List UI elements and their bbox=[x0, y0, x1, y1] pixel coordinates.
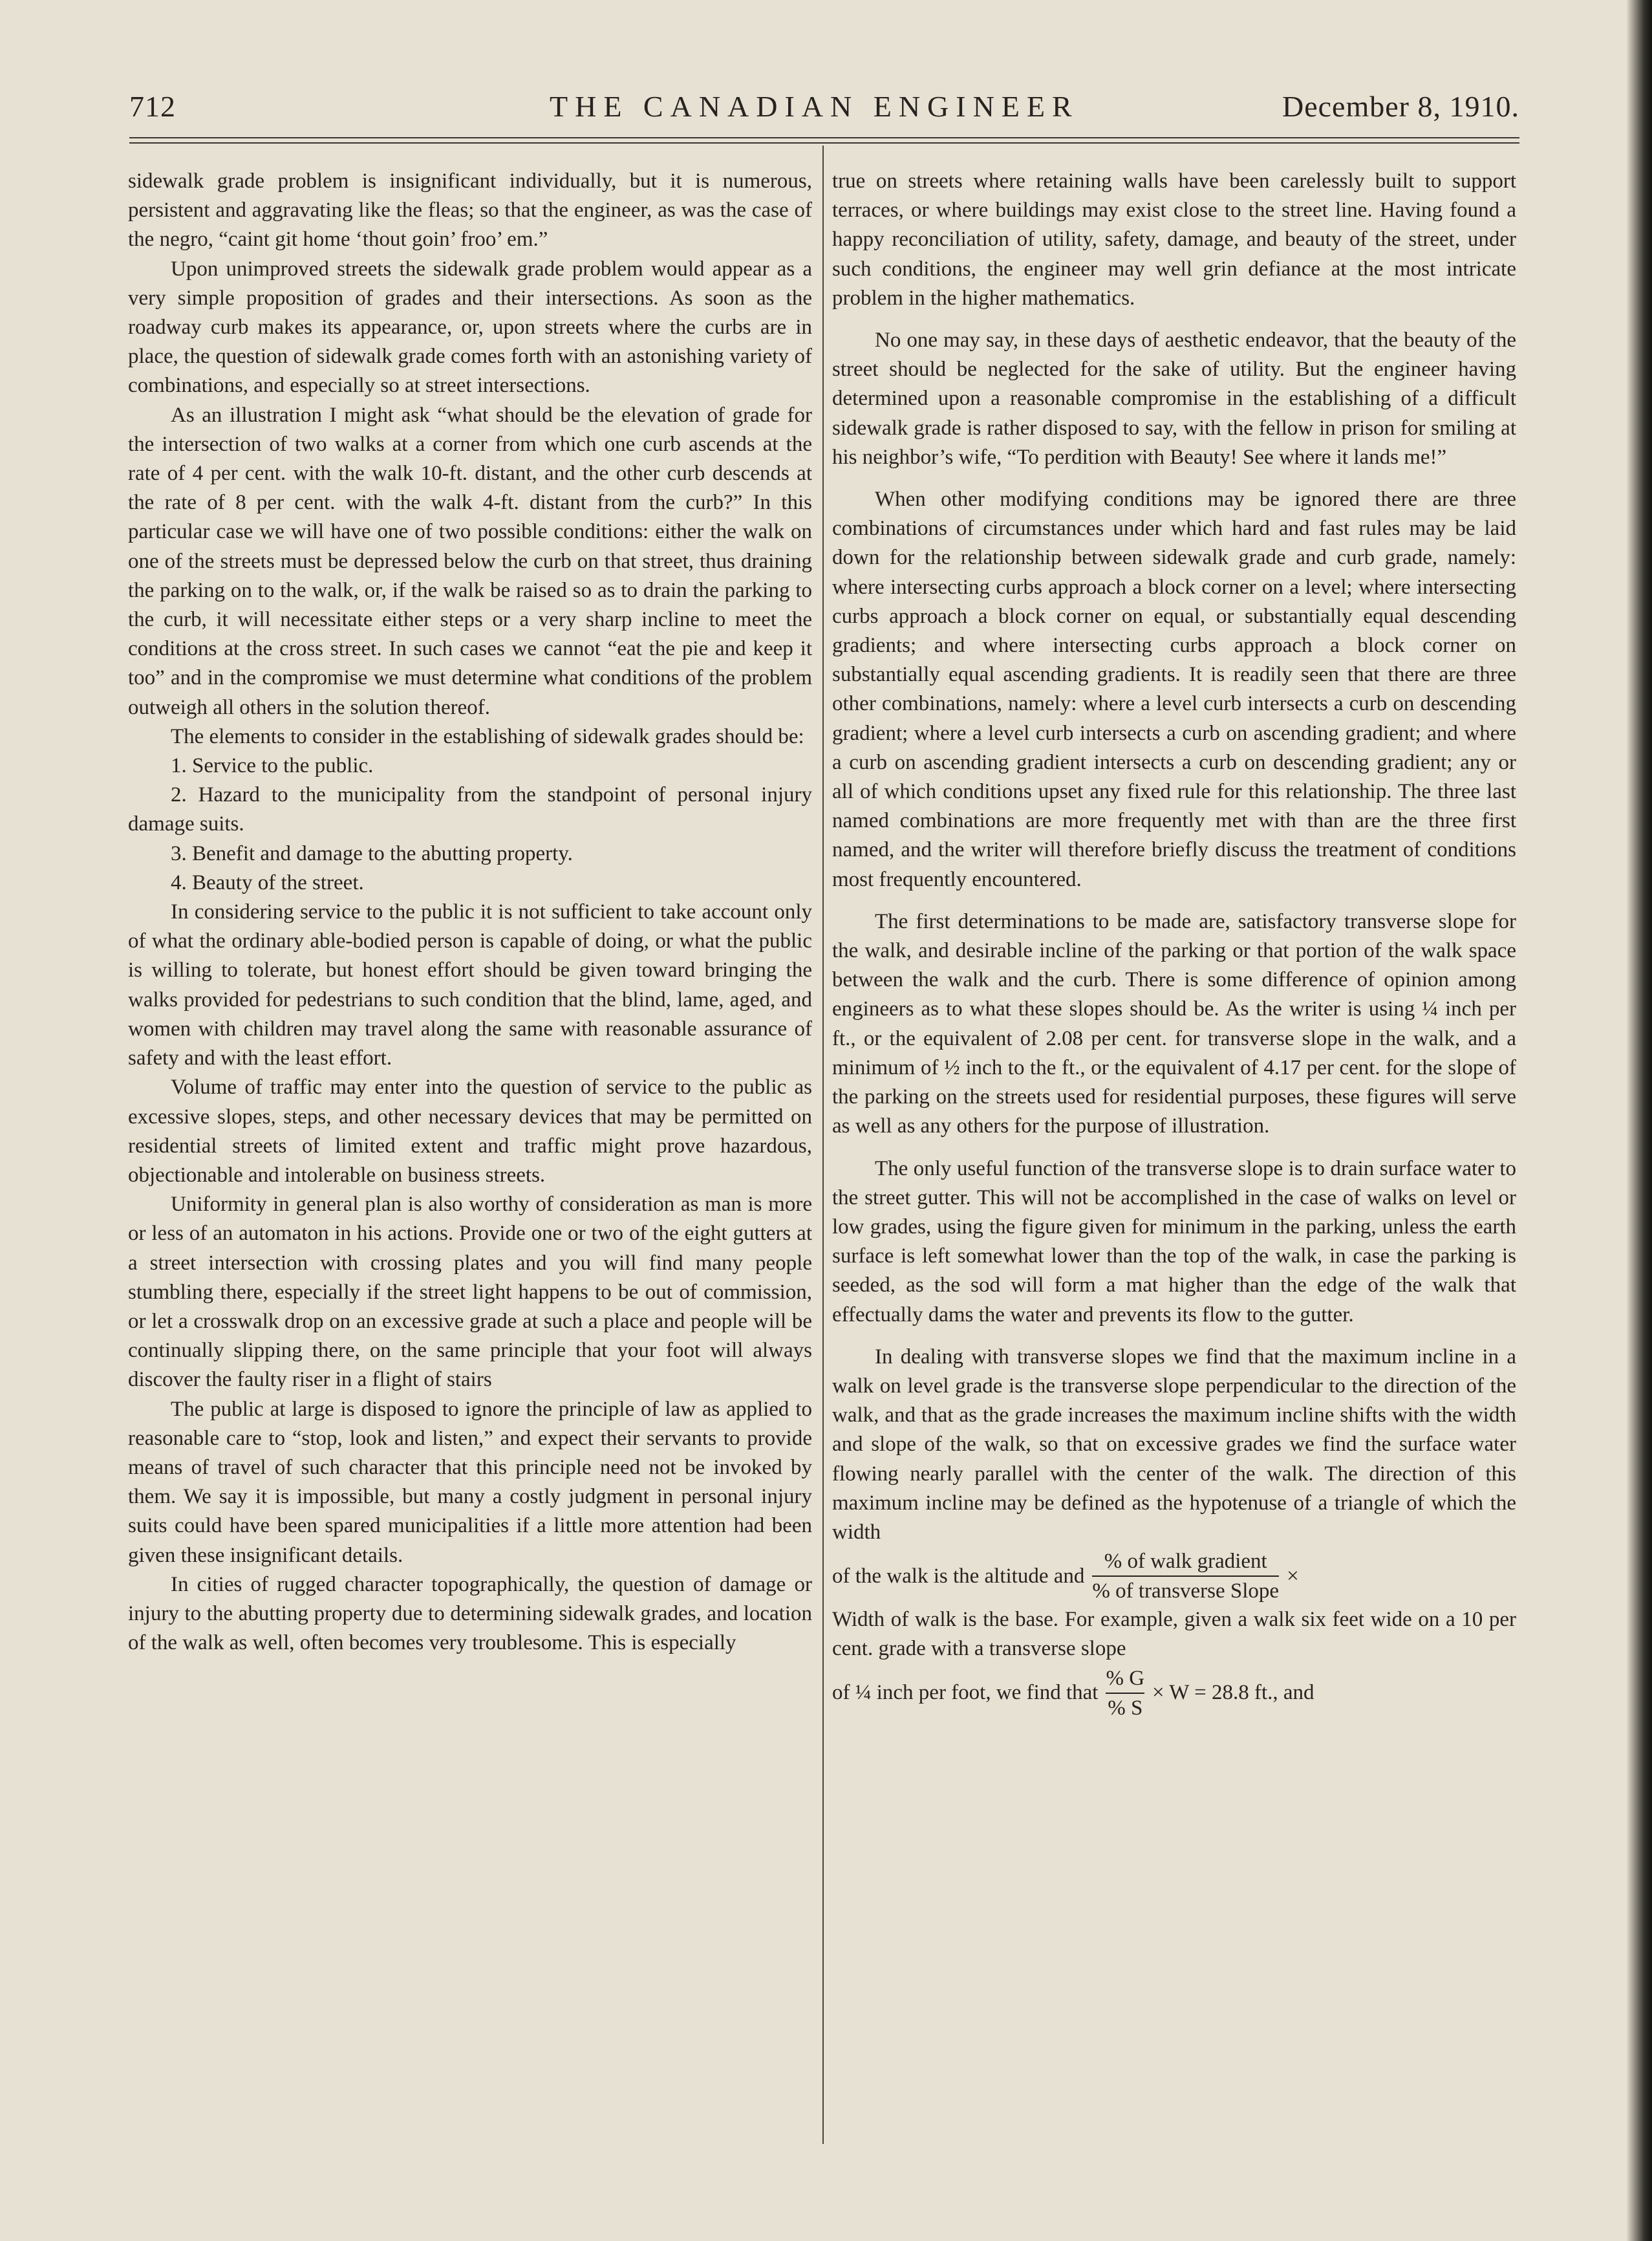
paragraph: In considering service to the public it is not sufficient to take account only of what the ordinary able-bodied person is capable of doing, or what the public is willing to tolerate, but honest effort should be given toward bringing the walks provided for pedestrians to such condition that the blind, lame, aged, and women with children may travel along the same with reasonable assurance of safety and with the least effort. bbox=[128, 900, 812, 1070]
formula-lead-text: of the walk is the altitude and bbox=[832, 1564, 1085, 1588]
issue-date: December 8, 1910. bbox=[1282, 90, 1519, 123]
width-formula bbox=[832, 1664, 1516, 1722]
paragraph: The only useful function of the transverse slope is to drain surface water to the street gutter. This will not be accomplished in the case of walks on level or low grades, using the figure given for minimum in the parking, unless the earth surface is left somewhat lower than the top of the walk, in case the parking is seeded, as the sod will form a mat higher than the edge of the walk that effectually dams the water and prevents its flow to the gutter. bbox=[832, 1156, 1516, 1326]
formula-lead-text: of ¼ inch per foot, we find that bbox=[832, 1680, 1099, 1704]
paragraph: The public at large is disposed to ignore the principle of law as applied to reasonable care to “stop, look and listen,” and expect their servants to provide means of travel of such character that this principle need not be invoked by them. We say it is impossible, but many a costly judgment in personal injury suits could have been spared municipalities if a little more attention had been given these insignificant details. bbox=[128, 1397, 812, 1567]
paragraph: No one may say, in these days of aesthetic endeavor, that the beauty of the street should be neglected for the sake of utility. But the engineer having determined upon a reasonable compromise in the establishing of a difficult sidewalk grade is rather disposed to say, with the fellow in prison for smiling at his neighbor’s wife, “To perdition with Beauty! See where it lands me!” bbox=[832, 329, 1516, 469]
list-item: 2. Hazard to the municipality from the standpoint of personal injury damage suits. bbox=[128, 783, 812, 836]
formula-fraction bbox=[1092, 1547, 1279, 1605]
left-column bbox=[128, 167, 812, 1658]
page-header bbox=[129, 89, 1519, 135]
fraction-numerator: % G bbox=[1106, 1666, 1145, 1690]
column-divider bbox=[822, 146, 824, 2144]
paragraph: The elements to consider in the establishing of sidewalk grades should be: bbox=[171, 724, 804, 748]
paragraph: sidewalk grade problem is insignificant individually, but it is numerous, persistent and aggravating like the fleas; so that the engineer, as was the case of the negro, “caint git home ‘thout goin’ froo’ em.” bbox=[128, 169, 812, 252]
paragraph: The first determinations to be made are, satisfactory transverse slope for the walk, and desirable incline of the parking or that portion of the walk space between the walk and the curb. There is some difference of opinion among engineers as to what these slopes should be. As the writer is using ¼ inch per ft., or the equivalent of 2.08 per cent. for transverse slope in the walk, and a minimum of ½ inch to the ft., or the equivalent of 4.17 per cent. for the slope of the parking on the streets used for residential purposes, these figures will serve as well as any others for the purpose of illustration. bbox=[832, 909, 1516, 1138]
paragraph: Width of walk is the base. For example, given a walk six feet wide on a 10 per cent. grade with a transverse slope bbox=[832, 1608, 1516, 1661]
paragraph: Volume of traffic may enter into the question of service to the public as excessive slopes, steps, and other necessary devices that may be permitted on residential streets of limited extent and traffic might prove hazardous, objectionable and intolerable on business streets. bbox=[128, 1076, 812, 1187]
paragraph: In dealing with transverse slopes we find that the maximum incline in a walk on level grade is the transverse slope perpendicular to the direction of the walk, and that as the grade increases the maximum incline shifts with the width and slope of the walk, so that on excessive grades we find the surface water flowing nearly parallel with the center of the walk. The direction of this maximum incline may be defined as the hypotenuse of a triangle of which the width bbox=[832, 1345, 1516, 1544]
gradient-formula bbox=[832, 1547, 1516, 1605]
paragraph: Upon unimproved streets the sidewalk grade problem would appear as a very simple proposition of grades and their intersections. As soon as the roadway curb makes its appearance, or, upon streets where the curbs are in place, the question of sidewalk grade comes forth with an astonishing variety of combinations, and especially so at street intersections. bbox=[128, 257, 812, 398]
list-item: 4. Beauty of the street. bbox=[171, 871, 364, 894]
list-item: 3. Benefit and damage to the abutting property. bbox=[171, 841, 573, 865]
paragraph: When other modifying conditions may be ignored there are three combinations of circumstances under which hard and fast rules may be laid down for the relationship between sidewalk grade and curb grade, namely: where intersecting curbs approach a block corner on a level; where intersecting curbs approach a block corner on equal, or substantially equal descending gradients; and where intersecting curbs approach a block corner on substantially equal ascending gradients. It is readily seen that there are three other combinations, namely: where a level curb intersects a curb on descending gradient; where a level curb intersects a curb on ascending gradient; and where a curb on ascending gradient intersects a curb on descending gradient; any or all of which conditions upset any fixed rule for this relationship. The three last named combinations are more frequently met with than are the three first named, and the writer will therefore briefly discuss the treatment of conditions most frequently encountered. bbox=[832, 488, 1516, 891]
paragraph: Uniformity in general plan is also worthy of consideration as man is more or less of an automaton in his actions. Provide one or two of the eight gutters at a street intersection with crossing plates and you will find many people stumbling there, especially if the street light happens to be out of commission, or let a crosswalk drop on an excessive grade at such a place and people will be continually slipping there, on the same principle that your foot will always discover the faulty riser in a flight of stairs bbox=[128, 1193, 812, 1392]
fraction-denominator: % of transverse Slope bbox=[1092, 1579, 1280, 1603]
paragraph: true on streets where retaining walls have been carelessly built to support terraces, or where buildings may exist close to the street line. Having found a happy reconciliation of utility, safety, damage, and beauty of the street, under such conditions, the engineer may well grin defiance at the most intricate problem in the higher mathematics. bbox=[832, 169, 1516, 310]
page-edge-shadow bbox=[1626, 0, 1652, 2241]
paragraph: In cities of rugged character topographically, the question of damage or injury to the abutting property due to determining sidewalk grades, and location of the walk as well, often becomes very troublesome. This is especially bbox=[128, 1572, 812, 1655]
list-item: 1. Service to the public. bbox=[171, 754, 374, 778]
paragraph: As an illustration I might ask “what should be the elevation of grade for the intersection of two walks at a corner from which one curb ascends at the rate of 4 per cent. with the walk 10-ft. distant, and the other curb descends at the rate of 8 per cent. with the walk 4-ft. distant from the curb?” In this particular case we will have one of two possible conditions: either the walk on one of the streets must be depressed below the curb on that street, thus draining the parking on to the walk, or, if the walk be raised so as to drain the parking to the curb, it will necessitate either steps or a very sharp incline to meet the conditions at the cross street. In such cases we cannot “eat the pie and keep it too” and in the compromise we must determine what conditions of the problem outweigh all others in the solution thereof. bbox=[128, 403, 812, 719]
header-rule-top bbox=[129, 137, 1519, 138]
fraction-denominator: % S bbox=[1108, 1696, 1143, 1720]
formula-fraction bbox=[1106, 1664, 1144, 1722]
right-column bbox=[832, 167, 1516, 1722]
fraction-numerator: % of walk gradient bbox=[1104, 1550, 1267, 1574]
journal-title: THE CANADIAN ENGINEER bbox=[550, 90, 1079, 123]
formula-tail-text: × bbox=[1287, 1564, 1299, 1588]
formula-tail-text: × W = 28.8 ft., and bbox=[1152, 1680, 1314, 1704]
page-number: 712 bbox=[129, 90, 176, 123]
header-rule-bottom bbox=[129, 142, 1519, 144]
